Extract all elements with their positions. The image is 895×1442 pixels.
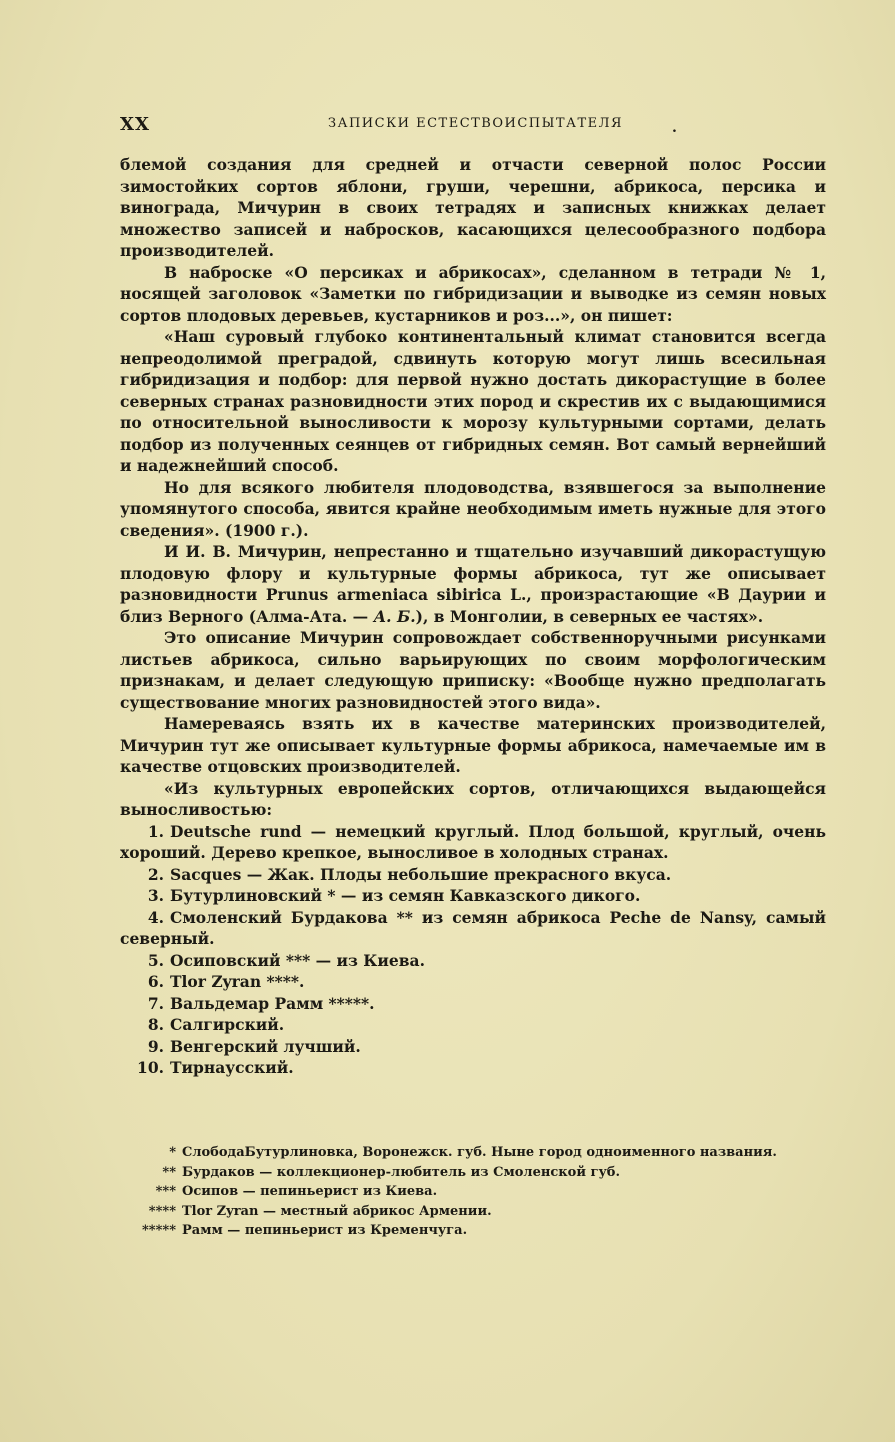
footnotes bbox=[120, 1143, 826, 1241]
list-item: 1. Deutsche rund — немецкий круглый. Плод большой, круглый, очень хороший. Дерево крепкое, выносливое в холодных странах. bbox=[120, 821, 826, 862]
footnote: ** Бурдаков — коллекционер-любитель из Смоленской губ. bbox=[162, 1164, 620, 1180]
paragraph-sketch: В наброске «О персиках и абрикосах», сделанном в тетради № 1, носящей заголовок «Заметки по гибридизации и выводке из семян новых сортов плодовых деревьев, кустарников и роз...», он пишет: bbox=[120, 262, 826, 325]
paragraph-quote-end: Но для всякого любителя плодоводства, взявшегося за выполнение упомянутого способа, явится крайне необходимым иметь нужные для этого сведения». (1900 г.). bbox=[120, 477, 826, 540]
paragraph-list-intro: «Из культурных европейских сортов, отличающихся выдающейся выносливостью: bbox=[120, 778, 826, 819]
list-item: 10. Тирнаусский. bbox=[137, 1058, 294, 1077]
footnote: ***** Рамм — пепиньерист из Кременчуга. bbox=[142, 1223, 468, 1238]
footnote: **** Tlor Zyran — местный абрикос Армении. bbox=[148, 1203, 492, 1219]
page-number: XX bbox=[120, 114, 150, 135]
footnote: * СлободаБутурлиновка, Воронежск. губ. Ныне город одноименного названия. bbox=[169, 1145, 777, 1160]
running-title: ЗАПИСКИ ЕСТЕСТВОИСПЫТАТЕЛЯ bbox=[328, 116, 623, 131]
paragraph-intention: Намереваясь взять их в качестве материнских производителей, Мичурин тут же описывает культурные формы абрикоса, намечаемые им в качестве отцовских производителей. bbox=[120, 714, 826, 776]
list-item: 5. Осиповский *** — из Киева. bbox=[147, 950, 425, 970]
paragraph-quote: «Наш суровый глубоко континентальный климат становится всегда непреодолимой преградой, сдвинуть которую могут лишь всесильная гибридизация и подбор: для первой нужно достать дикорастущие в более северных странах разновидности этих пород и скрестив их с выдающимися по относительной выносливости к морозу культурными сортами, делать подбор из полученных сеянцев от гибридных семян. Вот самый вернейший и надежнейший способ. bbox=[120, 327, 826, 475]
variety-list bbox=[120, 821, 826, 1079]
list-item: 2. Sacques — Жак. Плоды небольшие прекрасного вкуса. bbox=[147, 864, 672, 884]
list-item: 7. Вальдемар Рамм *****. bbox=[147, 993, 375, 1013]
list-item: 9. Венгерский лучший. bbox=[147, 1036, 361, 1056]
body-text bbox=[120, 154, 826, 1079]
list-item: 8. Салгирский. bbox=[147, 1015, 285, 1034]
paragraph-drawings: Это описание Мичурин сопровождает собственноручными рисунками листьев абрикоса, сильно варьирующих по своим морфологическим признакам, и делает следующую приписку: «Вообще нужно предполагать существование многих разновидностей этого вида». bbox=[120, 628, 826, 712]
paragraph-continued: блемой создания для средней и отчасти северной полос России зимостойких сортов яблони, груши, черешни, абрикоса, персика и винограда, Мичурин в своих тетрадях и записных книжках делает множество записей и набросков, касающихся целесообразного подбора производителей. bbox=[120, 155, 826, 260]
paragraph-michurin bbox=[120, 541, 826, 627]
michurin-text-b: ), в Монголии, в северных ее частях». bbox=[415, 606, 764, 626]
list-item: 3. Бутурлиновский * — из семян Кавказского дикого. bbox=[147, 886, 641, 905]
footnote: *** Осипов — пепиньерист из Киева. bbox=[155, 1184, 438, 1199]
page-header bbox=[120, 114, 826, 136]
michurin-text-a: И И. В. Мичурин, непрестанно и тщательно изучавший дикорастущую плодовую флору и культурные формы абрикоса, тут же описывает разновидности Prunus armeniaca sibirica L., произрастающие «В Даурии и близ Верного (Алма-Ата. — bbox=[120, 542, 826, 626]
author-initials: А. Б. bbox=[373, 606, 416, 626]
header-dot: . bbox=[672, 120, 677, 136]
list-item: 4. Смоленский Бурдакова ** из семян абрикоса Peche de Nansy, самый северный. bbox=[120, 907, 826, 948]
list-item: 6. Tlor Zyran ****. bbox=[147, 972, 305, 991]
